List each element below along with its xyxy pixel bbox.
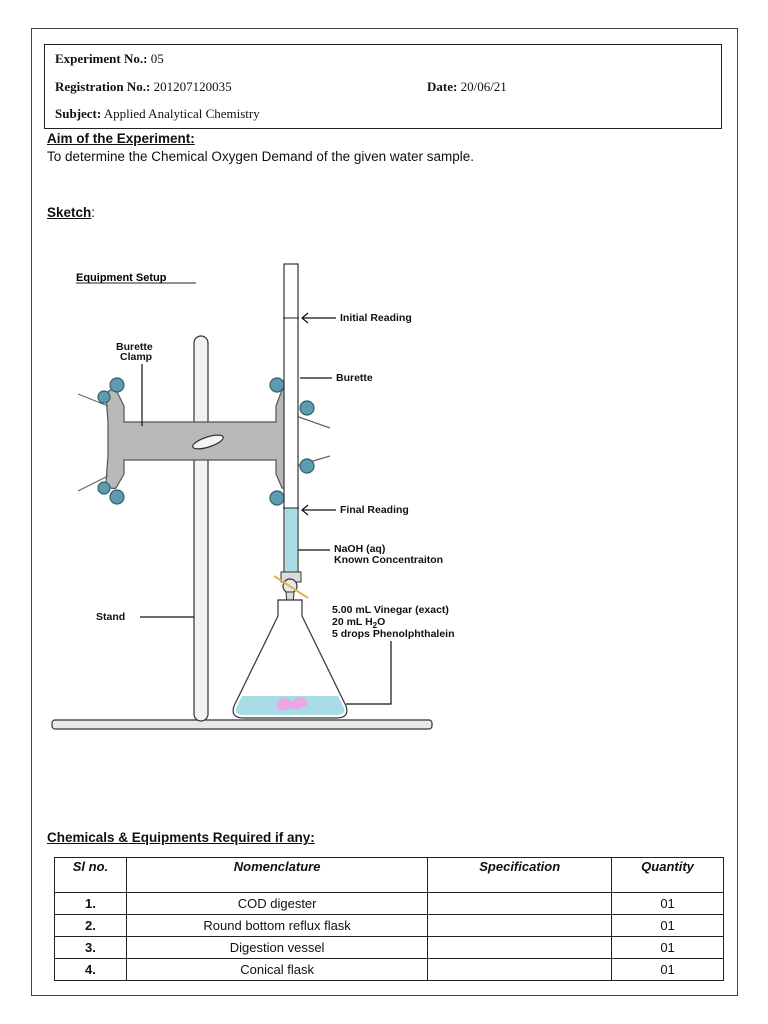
aim-text: To determine the Chemical Oxygen Demand of the given water sample. <box>47 149 474 164</box>
chemicals-table <box>54 857 724 981</box>
label-naoh-1: NaOH (aq) <box>334 543 386 555</box>
row-nomenclature: Conical flask <box>126 959 427 981</box>
equipment-setup-figure <box>46 256 482 746</box>
date-label: Date: <box>427 79 458 94</box>
row-quantity: 01 <box>612 893 724 915</box>
row-quantity: 01 <box>612 937 724 959</box>
row-specification <box>428 959 612 981</box>
row-number: 4. <box>55 959 127 981</box>
clamp-knob-4 <box>98 482 110 494</box>
col-header-sl-no: Sl no. <box>55 858 127 893</box>
row-quantity: 01 <box>612 959 724 981</box>
experiment-number-row <box>55 51 164 67</box>
row-specification <box>428 893 612 915</box>
clamp-knob-7 <box>300 459 314 473</box>
stand-base <box>52 720 432 729</box>
label-naoh-2: Known Concentraiton <box>334 554 444 566</box>
label-phenolphthalein: 5 drops Phenolphthalein <box>332 628 455 640</box>
registration-value: 201207120035 <box>153 79 232 94</box>
clamp-knob-2 <box>98 391 110 403</box>
sketch-title-row <box>47 205 95 220</box>
clamp-knob-5 <box>270 378 284 392</box>
label-water-suffix: O <box>377 616 386 628</box>
experiment-header-box <box>44 44 722 129</box>
row-nomenclature: Digestion vessel <box>126 937 427 959</box>
date-value: 20/06/21 <box>460 79 507 94</box>
chemicals-title: Chemicals & Equipments Required if any: <box>47 830 315 845</box>
label-final-reading: Final Reading <box>340 504 409 516</box>
stand-rod <box>194 336 208 721</box>
subject-row <box>55 106 260 122</box>
sketch-colon: : <box>91 205 96 220</box>
row-number: 2. <box>55 915 127 937</box>
col-header-quantity: Quantity <box>612 858 724 893</box>
table-header-row <box>55 858 724 893</box>
table-row <box>55 937 724 959</box>
row-number: 3. <box>55 937 127 959</box>
label-stand: Stand <box>96 611 126 623</box>
subject-value: Applied Analytical Chemistry <box>103 106 260 121</box>
burette-naoh-solution <box>285 508 297 573</box>
label-initial-reading: Initial Reading <box>340 312 412 324</box>
label-burette-clamp-1: Burette <box>116 341 153 353</box>
experiment-number-label: Experiment No.: <box>55 51 148 66</box>
label-water-prefix: 20 mL H <box>332 616 373 628</box>
row-number: 1. <box>55 893 127 915</box>
row-nomenclature: Round bottom reflux flask <box>126 915 427 937</box>
label-burette-clamp-2: Clamp <box>120 351 153 363</box>
aim-title: Aim of the Experiment: <box>47 131 195 146</box>
table-row <box>55 915 724 937</box>
col-header-nomenclature: Nomenclature <box>126 858 427 893</box>
subject-label: Subject: <box>55 106 102 121</box>
row-specification <box>428 937 612 959</box>
table-row <box>55 893 724 915</box>
date-row <box>427 79 507 95</box>
label-vinegar: 5.00 mL Vinegar (exact) <box>332 604 449 616</box>
registration-row <box>55 79 232 95</box>
row-nomenclature: COD digester <box>126 893 427 915</box>
clamp-knob-8 <box>270 491 284 505</box>
col-header-specification: Specification <box>428 858 612 893</box>
sketch-title: Sketch <box>47 205 92 220</box>
table-row <box>55 959 724 981</box>
row-quantity: 01 <box>612 915 724 937</box>
clamp-knob-6 <box>300 401 314 415</box>
clamp-knob-3 <box>110 490 124 504</box>
experiment-number-value: 05 <box>150 51 164 66</box>
label-burette: Burette <box>336 372 373 384</box>
registration-label: Registration No.: <box>55 79 151 94</box>
clamp-knob-1 <box>110 378 124 392</box>
row-specification <box>428 915 612 937</box>
figure-heading: Equipment Setup <box>76 272 167 284</box>
label-water-subscript: 2 <box>372 621 378 630</box>
